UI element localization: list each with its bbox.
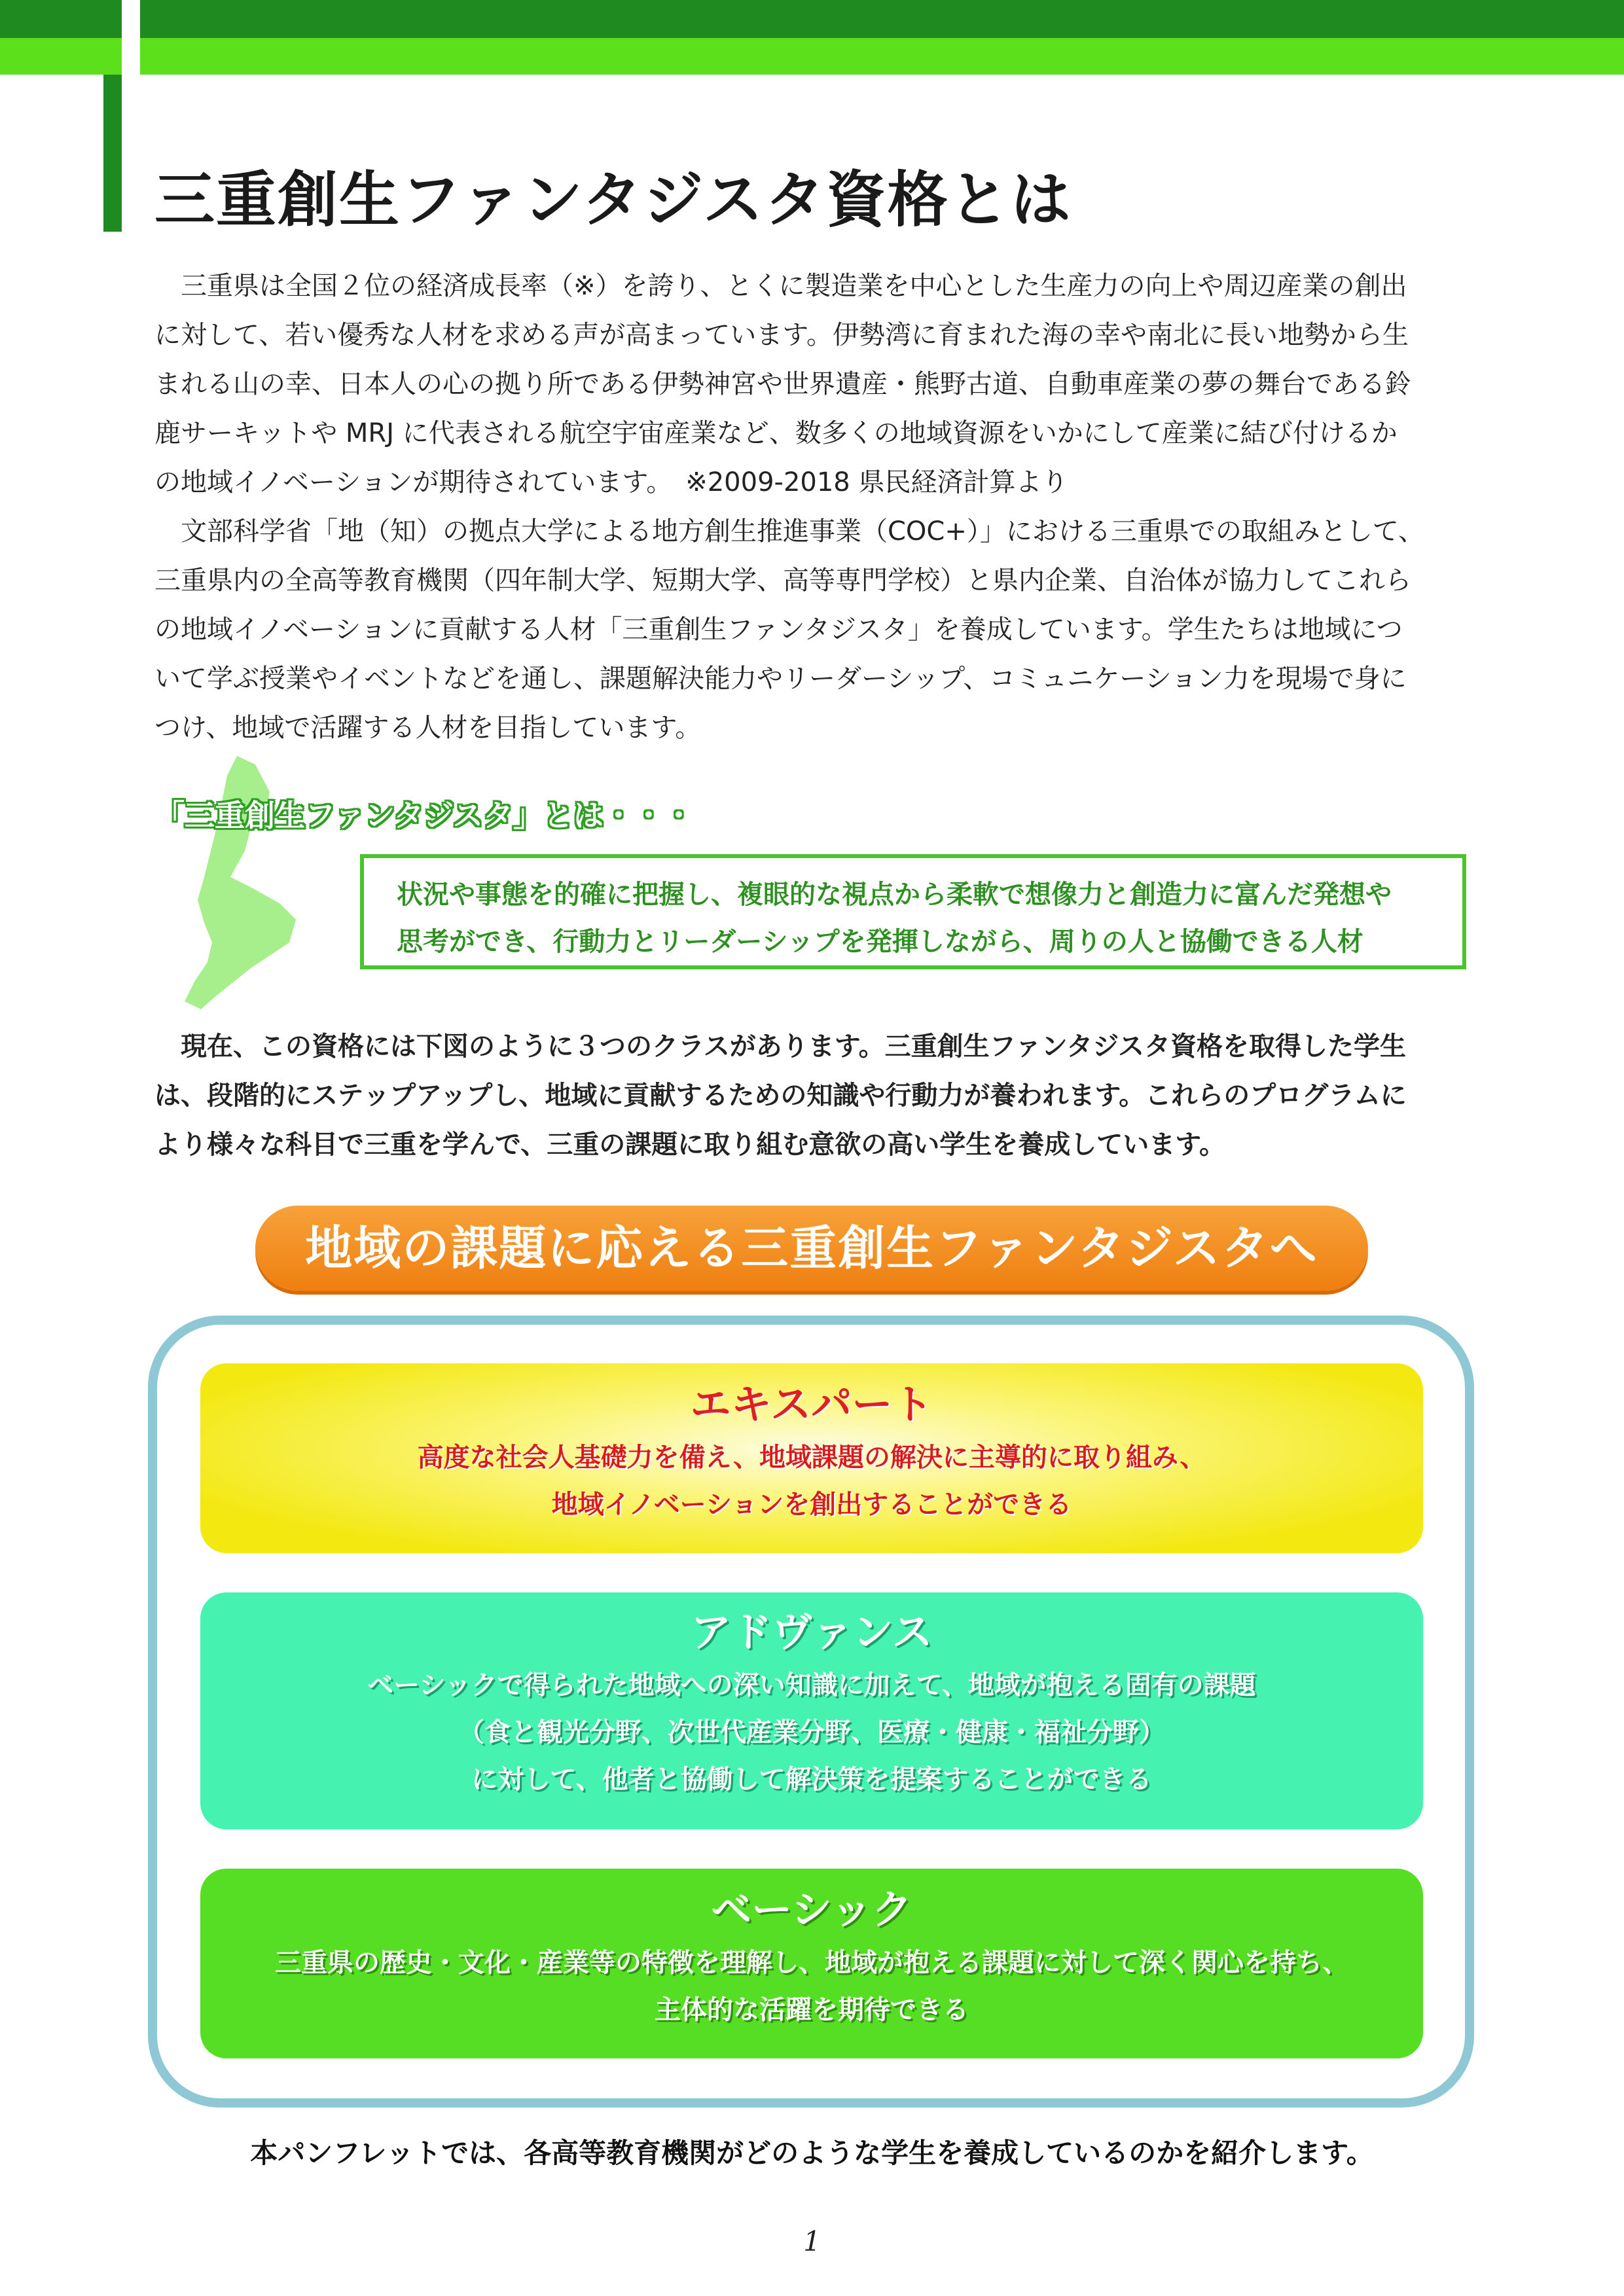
definition-heading: 「三重創生ファンタジスタ」とは・・・ [154,798,694,833]
intro-line: つけ、地域で活躍する人材を目指しています。 [154,713,702,743]
goal-banner: 地域の課題に応える三重創生ファンタジスタへ [255,1206,1368,1291]
tier-name: エキスパート [690,1380,933,1428]
intro-line: 文部科学省「地（知）の拠点大学による地方創生推進事業（COC+）」における三重県での取組みとして、 [154,516,1425,547]
intro-line: に対して、若い優秀な人材を求める声が高まっています。伊勢湾に育まれた海の幸や南北に長い地勢から生 [154,320,1409,350]
classes-intro-line: より様々な科目で三重を学んで、三重の課題に取り組む意欲の高い学生を養成しています。 [154,1130,1225,1160]
tier-description-line: （食と観光分野、次世代産業分野、医療・健康・福祉分野） [458,1717,1165,1748]
header-bar-light [0,38,1624,75]
intro-paragraph [154,262,1470,753]
intro-line: いて学ぶ授業やイベントなどを通し、課題解決能力やリーダーシップ、コミュニケーション力を現場で身に [154,664,1407,694]
tier-name: ベーシック [711,1886,912,1933]
tier-description-line: 地域イノベーションを創出することができる [551,1490,1072,1520]
classes-intro-line: 現在、この資格には下図のように３つのクラスがあります。三重創生ファンタジスタ資格を取得した学生 [154,1031,1406,1062]
intro-line: まれる山の幸、日本人の心の拠り所である伊勢神宮や世界遺産・熊野古道、自動車産業の夢の舞台である鈴 [154,369,1411,399]
title-accent-bar [103,75,122,232]
intro-line: 三重県は全国２位の経済成長率（※）を誇り、とくに製造業を中心とした生産力の向上や周辺産業の創出 [154,271,1407,301]
definition-box [360,854,1466,969]
header-notch [122,0,140,75]
intro-line: 鹿サーキットや MRJ に代表される航空宇宙産業など、数多くの地域資源をいかにして産業に結び付けるか [154,418,1398,448]
page-title: 三重創生ファンタジスタ資格とは [154,165,1072,235]
classes-intro-line: は、段階的にステップアップし、地域に貢献するための知識や行動力が養われます。これらのプログラムに [154,1081,1407,1111]
intro-line: の地域イノベーションに貢献する人材「三重創生ファンタジスタ」を養成しています。学生たちは地域につ [154,615,1403,645]
tier-description-line: ベーシックで得られた地域への深い知識に加えて、地域が抱える固有の課題 [367,1670,1256,1700]
intro-line: の地域イノベーションが期待されています。 ※2009-2018 県民経済計算より [154,467,1068,497]
definition-line: 思考ができ、行動力とリーダーシップを発揮しながら、周りの人と協働できる人材 [397,927,1363,957]
definition-line: 状況や事態を的確に把握し、複眼的な視点から柔軟で想像力と創造力に富んだ発想や [397,880,1392,910]
footer-note: 本パンフレットでは、各高等教育機関がどのような学生を養成しているのかを紹介します。 [250,2137,1374,2169]
classes-intro-paragraph [154,1022,1470,1170]
header-bar-dark [0,0,1624,38]
tier-description-line: 主体的な活躍を期待できる [655,1995,969,2025]
tier-description-line: 高度な社会人基礎力を備え、地域課題の解決に主導的に取り組み、 [417,1443,1206,1473]
page-number: 1 [803,2225,821,2257]
mie-map-icon [171,753,302,1011]
tier-expert [200,1363,1423,1553]
tier-advance [200,1592,1423,1829]
tier-description-line: に対して、他者と協働して解決策を提案することができる [471,1765,1152,1795]
tier-basic [200,1869,1423,2058]
tier-name: アドヴァンス [691,1608,933,1656]
tier-description-line: 三重県の歴史・文化・産業等の特徴を理解し、地域が抱える課題に対して深く関心を持ち、 [275,1948,1348,1978]
intro-line: 三重県内の全高等教育機関（四年制大学、短期大学、高等専門学校）と県内企業、自治体が協力してこれら [154,565,1411,596]
